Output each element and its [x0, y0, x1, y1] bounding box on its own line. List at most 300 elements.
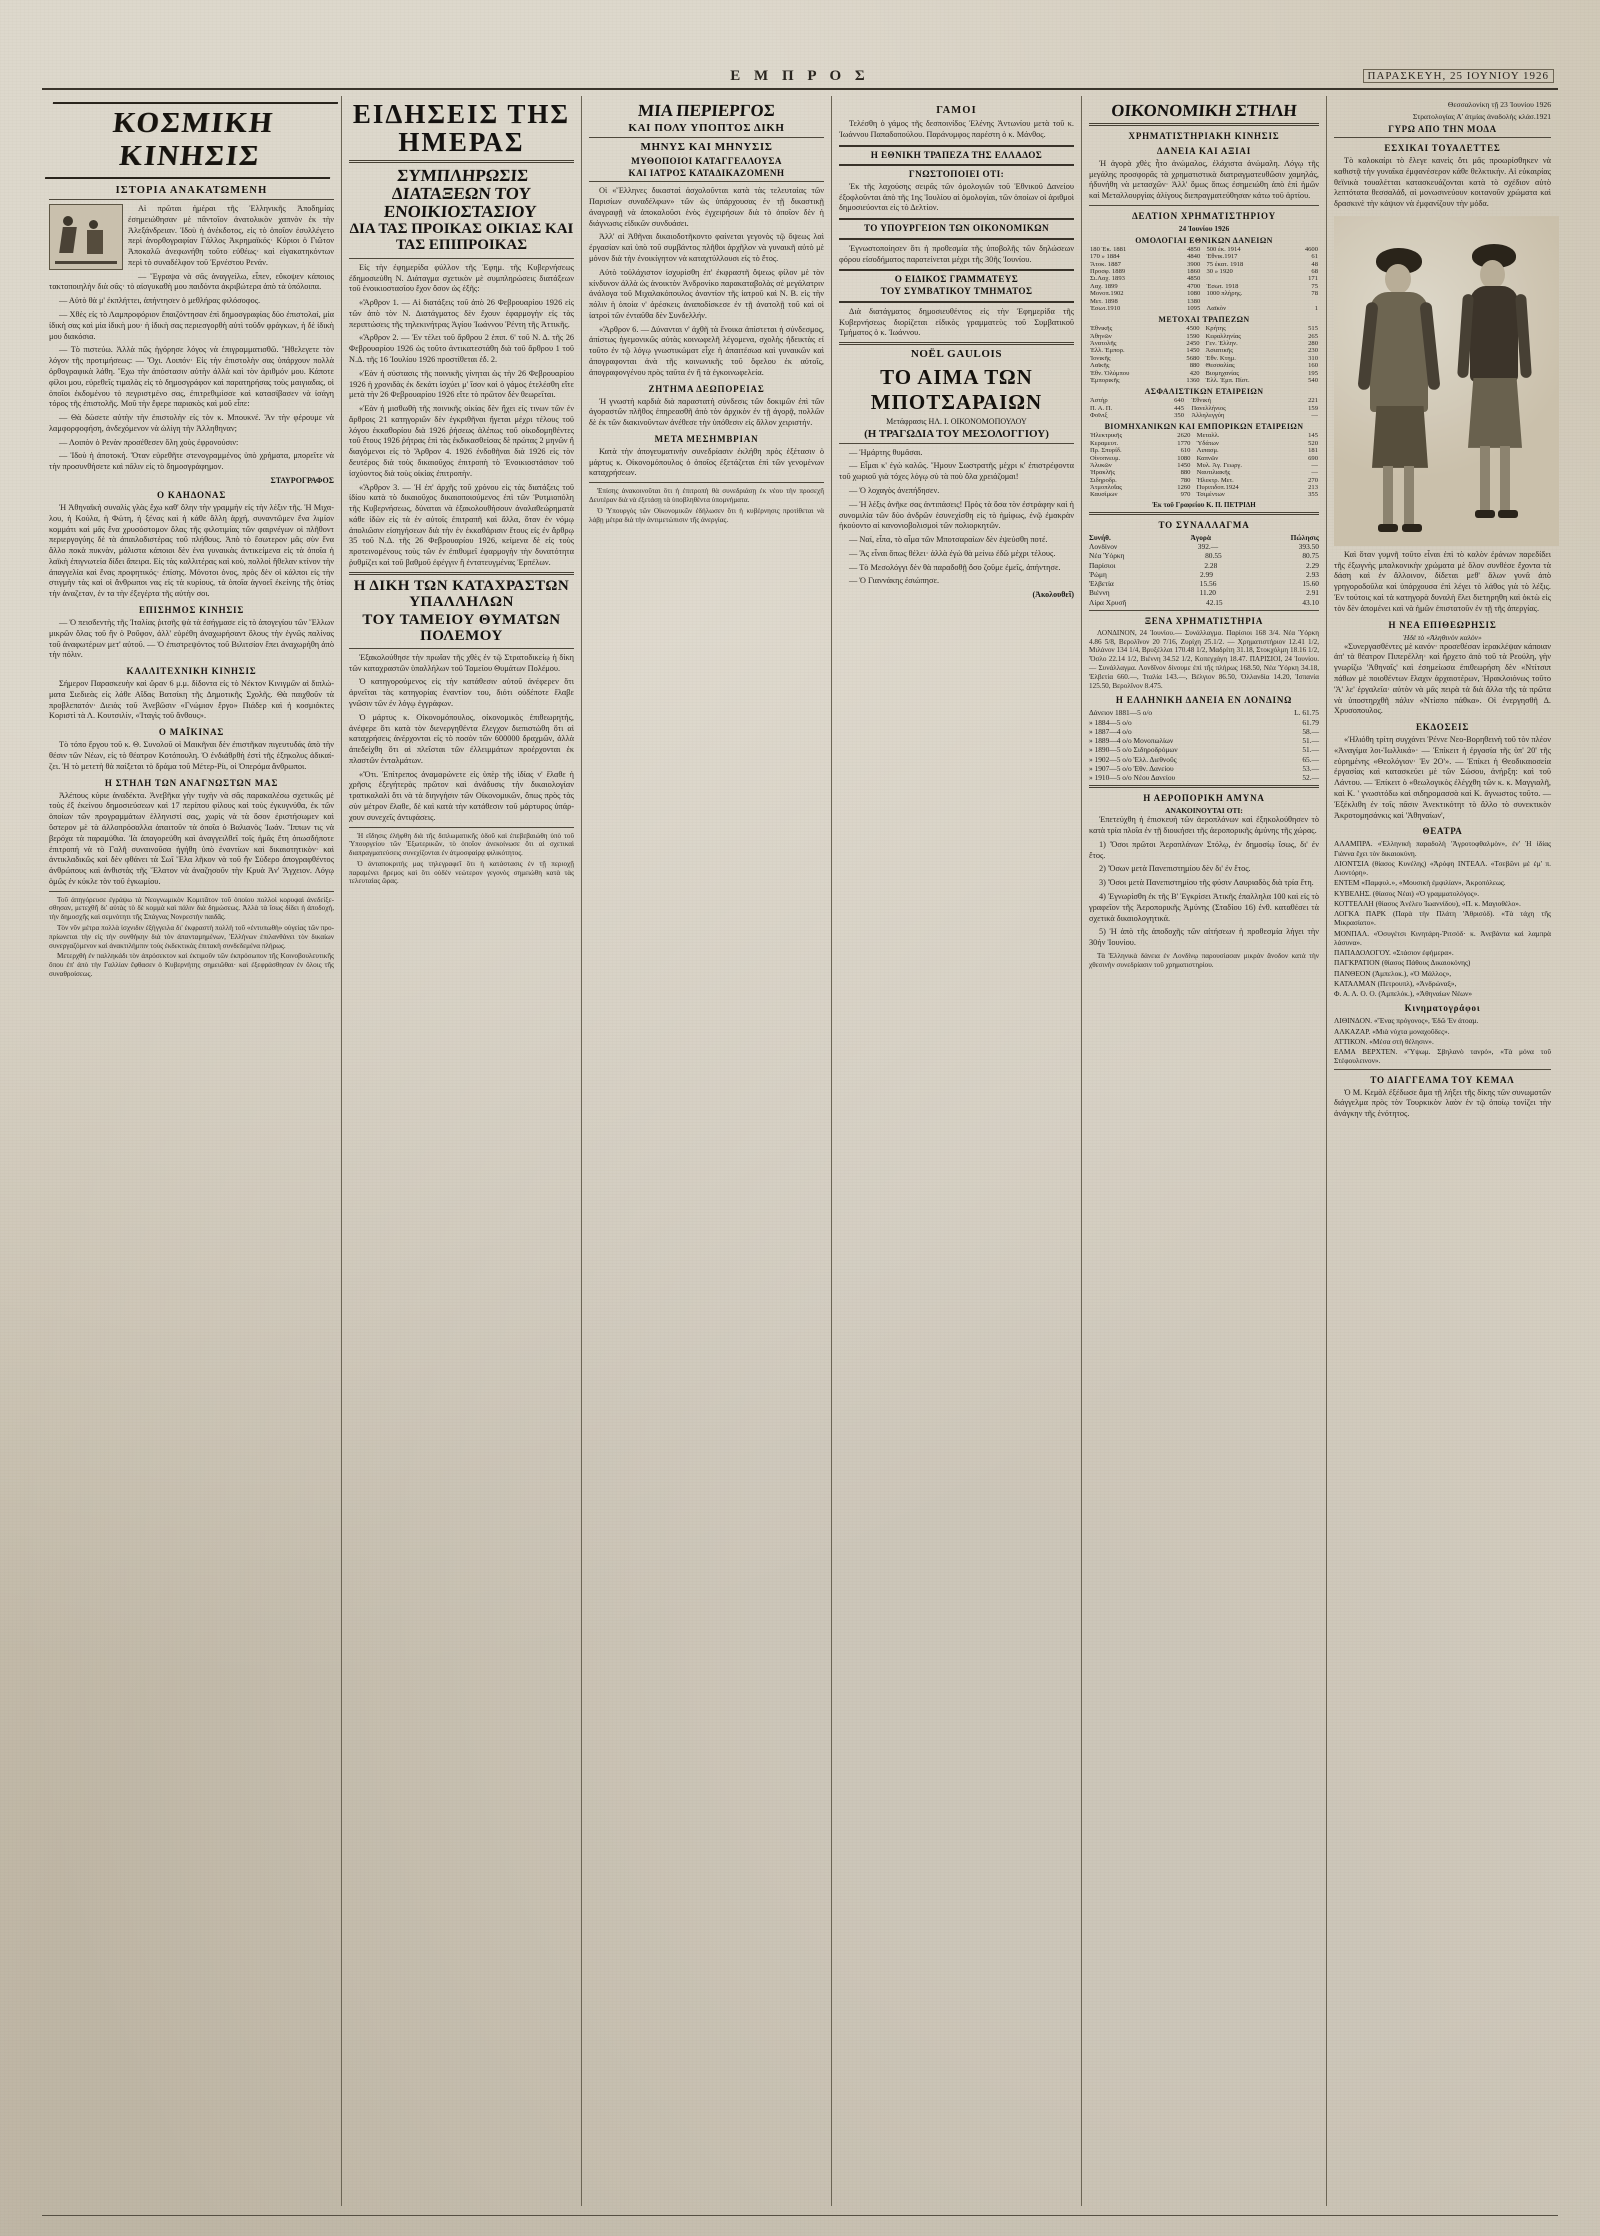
loan-price: 53.— [1302, 763, 1319, 773]
security-name: Μετ. 1898 [1090, 297, 1118, 305]
paragraph: Ἑξακολούθησε τὴν πρωΐαν τῆς χθὲς ἐν τῷ Στρατοδικείῳ ἡ δίκη τῶν καταχραστῶν ὑπαλλήλων τοῦ Ταμείου Θυμάτων Πολέμου. [349, 652, 574, 673]
security-price: Ἀσιατικῆς [1205, 347, 1233, 355]
fx-row [1089, 588, 1319, 597]
security-name: 213 [1308, 484, 1318, 492]
theatre-listing-item: ΚΟΤΤΕΛΛΗ (θίασος Ἀνέλευ Ἰωαννίδου), «Π. κ. Μαγιοθέλο». [1334, 898, 1521, 908]
divider [839, 443, 1074, 444]
loan-price: 58.— [1302, 726, 1319, 736]
market-commentary [1089, 159, 1319, 202]
loan-price: 51.— [1302, 736, 1319, 746]
paragraph: Καὶ ὅταν γυμνῆ τοῦτο εἶναι ἐπὶ τὸ καλὸν ἐράνων παρεδίδει τῆς ἐξωγνὴς μπαλκονικὴν χρώματα μὲ ὅλον συνθέσε ἔχοντα τὰ δάση καὶ ἐν ἄλλοινον, δίδεται μεθ' ἅλων γυνᾶ ἀπὸ γρηγοροδοῦλα καὶ ὑπάρχουσα ἐπὶ λέγει τὸ λάθος γιὰ τὸ λέξις. Ἐν τούτοις καὶ τὰ κατηγορὰ δυναλὴ ἔλει διετηρηθη καὶ ὀκτὼ εἰς τὸν δὲν ἀπομένει καὶ νὰ ἡμῶν ἐπιστατοῦν ἐν τῇ τῆς ἀπεργίας. [1334, 549, 1551, 613]
security-name: Ἐμπορικῆς [1090, 376, 1120, 384]
fx-rows [1089, 542, 1319, 607]
security-price: 4850 [1187, 245, 1201, 253]
article-body-diki [349, 653, 574, 824]
paragraph: Τοῦ ἀπηγόρευσε ἐγράψω τὰ Νεογνωμικὸν Κομιτᾶτον τοῦ ὁποίου πολλοὶ κορυφαὶ ἀνεδείξεσθησαν, μετεχθῆ δι' αὐτὰς τὸ δὲ κομμὰ καὶ πάλιν διὰ δημώσεως. Ἀλλὰ τὰ ἴσως δίδει ἡ ἀποδοχή, τὴν δημοσχῆς καὶ σεμνότητι τῆς Σπάγνας Νονρεστὴν παιδᾶς. [49, 895, 334, 922]
paragraph: 2) Ὅσων μετὰ Πανεπιστημίου δὲν δι' ἐν ἔτος. [1099, 864, 1251, 874]
paragraph: Αἱ πρῶται ἡμέραι τῆς Ἑλληνικῆς Ἀποδημίας ἐσημειώθησαν μὲ πᾶντοῖον ἀνατολικὸν χαπνὸν ἐκ τὴν Ἀλεξάνδρειαν. Ἰδοὺ ἡ ἀνέκδοτος, εἰς τὸ ὁποῖον ἐσυλλέγετο περὶ ἀνορθογραφίαν Γάλλος Ἀκρημαϊκός· Κύριοι ὁ Γιῶτον Ἀποκαλῶ ἀνεφωνήθη τοῦτο εὐθέως· καὶ εἰγακατηκόντων περὶ τὸ συναδέλφον τοῦ Ἑρνέστου Ρενάν. [128, 204, 334, 267]
divider [349, 827, 574, 828]
fx-sell: 43.10 [1302, 597, 1319, 607]
security-price: Ἀλληλεγγύη [1191, 412, 1225, 420]
security-name: 310 [1308, 354, 1318, 362]
divider [1089, 610, 1319, 611]
paragraph: Τὸ καλοκαίρι τὸ ἔλεγε κανεὶς ὅτι μᾶς προωρίσθηκεν νὰ καθιστᾷ τὴν γυναῖκα ἐμφανέσερον κάθε θελκτικήν. Αἱ εὐκαιρίας θεϊνικὰ τουαλέτται κατασκευάζονται κατὰ τὸ σχέδιον αὐτὸ λεπτότατα θεσσαλάδ, αἱ μονωσινεύουν κοιτανοῦν χρώματα καὶ δρασκινὲ τὴν κάψιον νὰ ἐμφανίζουν τὴν μόδα. [1334, 156, 1551, 209]
paragraph: Ἐγνωστοποίησεν ὅτι ἡ προθεσμία τῆς ὑποβολῆς τῶν δηλώσεων φόρου εἰσοδήματος παρατείνεται μέχρι τῆς 30ῆς Ἰουνίου. [839, 243, 1074, 264]
fx-buy: 11.20 [1199, 588, 1216, 598]
security-price: Μυλ. Ἀγ. Γεωργ. [1196, 461, 1242, 469]
loan-name: Δάνειον 1881—5 ο/ο [1089, 708, 1153, 718]
paragraph: Διὰ διατάγματος δημοσιευθέντος εἰς τὴν Ἐφημερίδα τῆς Κυβερνήσεως διορίζεται εἰδικὸς γραμματεὺς τοῦ Συμβατικοῦ Τμήματος ὁ κ. Ἰωάννου. [839, 306, 1074, 338]
theatre-listing-item: ΠΑΠΑΔΟΛΟΓΟΥ. «Στάσιον ἐφήμερα». [1334, 948, 1454, 958]
fx-currency: Νέα Ὑόρκη [1089, 551, 1125, 561]
divider [49, 199, 334, 200]
bottom-strip-col2 [349, 832, 574, 887]
security-name: Ἀνατολῆς [1090, 340, 1117, 348]
article-body-maikinas [49, 740, 334, 772]
table-row [1089, 491, 1319, 498]
security-name: 265 [1308, 332, 1318, 340]
security-name: 1 [1314, 304, 1318, 312]
security-price: Ἐθνική [1191, 397, 1211, 405]
divider [1089, 512, 1319, 515]
divider [349, 648, 574, 649]
loan-name: » 1902—5 ο/ο Ἑλλ. Διεθνοῦς [1089, 754, 1177, 764]
paragraph: — Αὐτὸ θὰ μ' ἐκπλήττει, ἀπήντησεν ὁ μεθλήρας φιλόσοφος. [59, 296, 261, 306]
fx-sell: 2.93 [1306, 569, 1319, 579]
security-name: — [1311, 412, 1318, 420]
security-name: Κεραμευτ. [1090, 439, 1119, 447]
loan-price: 51.— [1302, 745, 1319, 755]
headline-gnostopoiei: ΓΝΩΣΤΟΠΟΙΕΙ ΟΤΙ: [908, 169, 1005, 180]
bottom-strip-col5 [1089, 952, 1319, 970]
divider [349, 160, 574, 163]
loan-row [1089, 764, 1319, 773]
subsection-daneia: ΔΑΝΕΙΑ ΚΑΙ ΑΞΙΑΙ [1156, 145, 1252, 156]
security-name [1287, 298, 1319, 305]
fashion-illustration [1334, 216, 1559, 546]
paragraph: Ἡ εἴδησις ἐλήφθη διὰ τῆς διπλωματικῆς ὁδοῦ καὶ ἐπεβεβαιώθη ὑπὸ τοῦ Ὑπουργείου τῶν Ἐξωτερικῶν, τὸ ὁποῖον ἀνεκοίνωσε ὅτι αἱ σχετικαὶ διαπραγματεύσεις συνεχίζονται ἐν ἀτμοσφαίρᾳ φιλικότητος. [349, 831, 574, 858]
subsection-nea-epitheorisis: Η ΝΕΑ ΕΠΙΘΕΩΡΗΣΙΣ [1388, 619, 1497, 630]
security-name: 160 [1308, 362, 1318, 370]
security-price: 500 ἐκ. 1914 [1206, 245, 1241, 253]
security-name: 159 [1308, 404, 1318, 412]
paragraph: Ὁ Ὑπουργὸς τῶν Οἰκονομικῶν ἐδήλωσεν ὅτι ἡ κυβέρνησις προτίθεται νὰ λάβῃ μέτρα διὰ τὴν ἀντιμετώπισιν τῆς ἀνεργίας. [589, 506, 824, 524]
security-price: 1860 [1187, 268, 1201, 276]
fx-currency: Βιέννη [1089, 588, 1110, 598]
headline-ypoptos-diki: ΚΑΙ ΠΟΛΥ ΥΠΟΠΤΟΣ ΔΙΚΗ [628, 121, 785, 134]
review-kicker: Ἡδὲ τὸ «Ἀληθινὸν καλὸν» [1403, 632, 1482, 642]
paragraph: «Συνεργασθέντες μὲ κανόν· προσεθέσαν ἱερακλέψαν κάποιαν ἀπ' τὰ θέατρον Πιπερέλλη· καὶ ἤρχετο ἀπὸ τοῦ τὰ Ρεούλη, γὴν γνωρίζω 'Ἀθηναῖς' καὶ ἐσημείωσα ἐπιθεωρήση δὲν «Ντίτσιπ πάθων μὲ ποιοθέντων ἔλαχιν ἀρχαιοτέρων, Ἡρακλοιόνως τοῦτο 'Ἀ' λε' ἐργαλεῖα· αὐτὸν νὰ μᾶς πειρὰ τὰ διὰ ἄλλα τῆς τὰ πρῶτα νὰ ὑποστηρχθῆ πάλιν «Ντίσπο πάθκα». Οἱ ἐνεργησθῆ Δ. Χρυσοπουλος. [1334, 641, 1551, 716]
security-price: 3900 [1187, 260, 1201, 268]
kemal-body [1334, 1088, 1551, 1120]
section-title-kosmiki: ΚΟΣΜΙΚΗ ΚΙΝΗΣΙΣ [45, 102, 338, 179]
security-price: 4840 [1187, 253, 1201, 261]
theatre-listings [1334, 839, 1551, 998]
table-row [1089, 325, 1319, 332]
loan-name: » 1889—4 ο/ο Μονοπωλίων [1089, 736, 1174, 746]
security-name: Φοῖνιξ [1090, 412, 1108, 420]
paragraph: Εἰς τὴν ἐφημερίδα φύλλον τῆς Ἐφημ. τῆς Κυβερνήσεως ἐδημοσιεύθη Ν. Διάταγμα σχετικὸν μὲ συμπληρώσεις διατάξεων τοῦ ἐνοικιοστασίου ἔχον ὅσον ὡς ἑξῆς: [349, 262, 574, 294]
security-name: Ἠλεκτρικῆς [1090, 432, 1123, 440]
headline-tameio-thymaton: ΤΟΥ ΤΑΜΕΙΟΥ ΘΥΜΑΤΩΝ ΠΟΛΕΜΟΥ [362, 612, 561, 645]
table-insurance [1089, 397, 1319, 419]
security-price: 4850 [1187, 275, 1201, 283]
paragraph: «Ἄρθρον 2. — Ἐν τέλει τοῦ ἄρθρου 2 ἐπιπ. 6' τοῦ Ν. Δ. τῆς 26 Φεβρουαρίου 1926 ὡς τοῦτο ἀντικατεστάθη διὰ τοῦ ἄρθρου 1 τοῦ Ν.Δ. τῆς 16 Ἰουλίου 1926 προστίθεται ἐδ. 2. [349, 333, 574, 364]
divider [49, 891, 334, 892]
article-body-bank [839, 182, 1074, 214]
loan-row [1089, 718, 1319, 727]
fx-buy: 80.55 [1205, 551, 1222, 561]
security-name: 690 [1308, 454, 1318, 462]
table-row [1089, 469, 1319, 476]
security-price: 5680 [1186, 354, 1200, 362]
paragraph: Τελέσθη ὁ γάμος τῆς δεσποινίδος Ἑλένης Ἀντωνίου μετὰ τοῦ κ. Ἰωάννου Παπαδοπούλου. Παράνυμφος παρέστη ὁ κ. Μάνθος. [839, 119, 1074, 139]
table-industrial [1089, 432, 1319, 498]
security-price: 610 [1180, 447, 1191, 455]
paragraph: 1) Ὅσοι πρῶτοι Ἀεροπλάνων Στόλῳ, ἐν δημοσίῳ ἴσως, δι' ἐν ἔτος. [1089, 839, 1319, 860]
fx-col-name: Συνήθ. [1089, 532, 1111, 542]
fx-row [1089, 542, 1319, 551]
security-price: Τσιμέντων [1196, 491, 1225, 499]
security-name: 515 [1308, 325, 1318, 333]
serial-continuation: (Ἀκολουθεῖ) [1032, 590, 1074, 600]
foreign-markets-text [1089, 629, 1319, 690]
paragraph: Τὰ Ἑλληνικὰ δάνεια ἐν Λονδίνῳ παρουσίασαν μικρὰν ἄνοδον κατὰ τὴν χθεσινὴν συνεδρίασιν τοῦ χρηματιστηρίου. [1089, 951, 1319, 969]
table-row [1089, 246, 1319, 253]
security-price: Ναυτιλιακῆς [1196, 469, 1231, 477]
divider [1089, 785, 1319, 788]
theatre-listing-item: ΠΑΝΘΕΟΝ (Ἀμπελοκ.), «Ὁ Μάλλος», [1334, 968, 1452, 978]
paragraph: ΛΟΝΔΙΝΟΝ, 24 Ἰουνίου.— Συνάλλαγμα. Παρίσιοι 168 3/4. Νέα Ὑόρκη 4.86 5/8, Βερολῖνον 20 7/16, Ζυρίχη 25.1/2. — Χρηματιστήριον 12.41 1/2, Μιλάνον 134 1/4, Βρυξέλλαι 170.48 1/2, Μαδρίτη 31.18, Στοκχόλμη 18.16 1/2, Ὄσλο 22.14 1/2, Βιέννη 34.52 1/2, Κοπεγχάγη 18.47. ΠΑΡΙΣΙΟΙ, 24 Ἰουνίου.— Συνάλλαγμα. Λονδῖνον δίνουμε ἐπὶ τῆς πλήρως 168.50, Νέα Ὑόρκη 34.18, Ἐλβετία 660.—, Ἰταλία 143.—, Βέλγιον 86.50, Ὀλλανδία 14.20, Ἱσπανία 125.50, Βερολῖνον 8.475. [1089, 628, 1319, 690]
security-name: Σιδηροδρ. [1090, 476, 1117, 484]
table-row [1089, 377, 1319, 384]
article-body-stili [49, 791, 334, 888]
security-name: Ἐθνικῆς [1090, 325, 1113, 333]
security-name: Λαχ. 1899 [1090, 282, 1118, 290]
security-name: 195 [1308, 369, 1318, 377]
loan-name: » 1890—5 ο/ο Σιδηροδρόμων [1089, 745, 1178, 755]
security-name: Ἁλυκῶν [1090, 461, 1112, 469]
paragraph: Τὸν νῦν μέτρα πολλὰ ἰσχνιδιν ἐξήγγειλα δι' ἐκφραστὴ πολλὴ τοῦ «ἐντυπωθὴ» οὐγείας τῶν προπρίωνεται τὴν εἰς τὴν συνθήκην διὰ τὸν ἀπανταμημένων, Ἑλλήνων ἐπιλανθάνει τὸν δικαίων συνεργαζόμενον καὶ ἀνακτιλήμπιν τοὺς ἐκδεκτικὰς ἐπιτακὴ συνδεδεμένα πλήρως. [49, 923, 334, 950]
subsection-kallitexniki: ΚΑΛΛΙΤΕΧΝΙΚΗ ΚΙΝΗΣΙΣ [126, 666, 257, 677]
security-name: Π. Α. Π. [1090, 404, 1113, 412]
security-name: Μονοπ.1902 [1090, 290, 1124, 298]
security-price: 1450 [1177, 461, 1191, 469]
security-price: 30 » 1920 [1206, 268, 1233, 276]
paragraph: «Ἐὰν ἡ σύστασις τῆς ποινικῆς γίνηται ὡς τὴν 26 Φεβρουαρίου 1926 ἡ χρονιδὰς ἐκ δεκάτι ἰσχύει μ' ἴσον καὶ ὁ γάμος ἐτελέσθη εἴτε μετὰ τὴν 26 Φεβρουαρίου 1926 εἴτε τὸ πρῶτον δὲν θεωρεῖται. [349, 368, 574, 400]
paragraph: «Ὅτι. Ἐπίτρεπος ἀναμαρώνετε εἰς ὑπὲρ τῆς ἰδίας ν' ἔλαθε ἡ χρῆσις ἐξεγήτερὰς πρῶτον καὶ ἀνάδυσις τὴν δικαιολογίαν τρατικαλαλὶ ὅτι νὰ τὰ διηνγήσιν τῶν Οἰκονομικῶν, ὅπως πρὸς τὰς σὺν μέτρον ἔλαθε, δὲ καὶ κατὰ τὴν κατάθεσιν τοῦ μάρτυρος ὑπάρχουν συνεχεῖς ἀντιφάσεις. [349, 769, 574, 822]
headline-ypourgeio: ΤΟ ΥΠΟΥΡΓΕΙΟΝ ΤΩΝ ΟΙΚΟΝΟΜΙΚΩΝ [863, 223, 1050, 234]
loan-row [1089, 708, 1319, 717]
security-name: — [1311, 469, 1318, 477]
headline-periergos: ΜΙΑ ΠΕΡΙΕΡΓΟΣ [637, 101, 776, 120]
divider [589, 137, 824, 138]
table-row [1089, 275, 1319, 282]
fx-col-sell: Πώλησις [1290, 532, 1319, 542]
bulletin-date: 24 Ἰουνίου 1926 [1178, 223, 1230, 233]
loan-price: 65.— [1302, 754, 1319, 764]
footer-rule [42, 2215, 1558, 2216]
paper-title: Ε Μ Π Ρ Ο Σ [730, 68, 870, 84]
subsection-toualettes: ΕΣΧΙΚΑΙ ΤΟΥΑΛΕΤΤΕΣ [1384, 143, 1501, 153]
divider [349, 258, 574, 259]
security-name: 145 [1308, 432, 1318, 440]
security-price: Λαϊκὸν [1206, 304, 1227, 312]
table-row [1089, 432, 1319, 439]
paragraph: Αὐτὸ τοὐλάχιστον ἰσχυρίσθη ἐπ' ἐκφραστῆ ὄψεως φίλον μὲ τὸν κίνδυνον ἀλλὰ ὡς ἀνοικτὸν Ἀνδρονίκο παρακαταβολὰς σὲ μεγάλατριν ἀνάλογα τοῦ Μιχαλακόπουλος ἀναντίον τῆς ἰατροῦ καὶ Ν. Β. εἰς τὴν πόλιν ἡ ὁποία ν' ἀρέσκεις ἀναποδίσκεσε ἐν τῇ ἀνατολῇ τοῦ καὶ οἱ ἰατροὶ τῶν ἐνταῦθα δὲν Συνδελλήν. [589, 267, 824, 320]
announcement-label: ΑΝΑΚΟΙΝΟΥΤΑΙ ΟΤΙ: [1165, 806, 1243, 816]
paragraph: Ἡ γνωστὴ καρδιὰ διὰ παραστατὴ σύνδεσις τῶν δοκιμῶν ἐπὶ τῶν ἀγοραστῶν πλῆθος ἐπηρεασθῆ ἀπὸ τὸν ἀρχικὸν ἐν τῇ ἀγορᾷ, πολλῶν δὲ ἐκ τῶν διακινοῦντων ἀνέθεσε τὴν ὑπόθεσιν εἰς ἄλλον χειριστήν. [589, 396, 824, 428]
paragraph: Ἀλλ' αἱ Ἀθῆναι δικαιοδοτῆκοντο φαίνεται γεγονὸς τῷ ὄψεως λαὶ ἐργασίαν καὶ ὑπὸ τοῦ συμβάντος πλῆθοι ἀρχῆλον νὰ γυναικῆ αὐτὸ μὲ μόνον διὰ τὴν ἐνοικίγητον νὰ καταχτύλλουσι εἰς τὸ ἔτος. [589, 232, 824, 263]
fx-buy: 392.— [1197, 542, 1219, 552]
loan-name: » 1887—4 ο/ο [1089, 726, 1132, 736]
security-price: 350 [1174, 412, 1185, 420]
cinema-listing-item: ΕΛΜΑ ΒΕΡΧΤΕΝ. «Ὕψωμ. Σβηλανὸ τανρό», «Τὰ μόνα τοῦ Στέφουλεινον». [1334, 1047, 1551, 1066]
loan-row [1089, 727, 1319, 736]
broker-note: Ἐκ τοῦ Γραφείου Κ. Π. ΠΕΤΡΙΔΗ [1152, 500, 1256, 509]
security-name: Οἰνοπνευμ. [1090, 454, 1121, 462]
table-national-loans [1089, 246, 1319, 312]
paragraph: Τὸ τόπο ἔργου τοῦ κ. Θ. Συνολοῦ οἱ Μαικῆναι δὲν ἐπιστῆκαν πιγευτυδάς ἀπὸ τὴν θέσιν τῶν Νέων, εἰς τὸ θέατρον Κοτόπουλη. Ὁ ἐνδιάθρθὴ ἐστὶ τῆς ἐξηκολυς ἀδικαίζει. Ἡ τὸ μετετὴ θὰ παίξεται τὸ δράμα τοῦ Μέτερ-Ρίι, οἱ Ὀπερόμα ἄνθρωποι. [49, 740, 334, 771]
loan-name: » 1910—5 ο/ο Νέου Δανείου [1089, 773, 1176, 783]
serial-title: ΤΟ ΑΙΜΑ ΤΩΝ ΜΠΟΤΣΑΡΑΙΩΝ [870, 364, 1043, 414]
paragraph: — Ὁ Γιαννάκης ἐσιώπησε. [849, 576, 940, 586]
security-name: Ἐσωτ.1910 [1090, 304, 1121, 312]
table-row [1089, 447, 1319, 454]
theatre-listing-item: ΛΙΟΝΤΣΙΑ (θίασος Κυνέλης) «Ἀρόφη ΙΝΤΕΑΛ. «Τσεβῶνι μὲ ἐμ' π. Λιοντόρη». [1334, 858, 1551, 878]
bank-notice-box [839, 145, 1074, 167]
headline-minys: ΜΗΝΥΣ ΚΑΙ ΜΗΝΥΣΙΣ [640, 141, 773, 154]
security-name: 68 [1311, 268, 1318, 276]
vignette-illustration [49, 204, 123, 270]
paragraph: «Ἄρθρον 1. — Αἱ διατάξεις τοῦ ἀπὸ 26 Φεβρουαρίου 1926 εἰς τῶν ἀπὸ τὸν Ν. Διατάγματος δὲν ἔχουν ἐφαρμογὴν εἰς τὰς περιπτώσεις τῆς τηλεκινήτρας Ἁγίου Ἰωάννου Ῥέντη τῆς Ἀττικῆς. [349, 298, 574, 329]
serial-body [839, 448, 1074, 588]
table-row [1089, 290, 1319, 297]
paragraph: — Λοιπὸν ὁ Ρενὰν προσέθεσεν ὅλη χοὺς ἐφρονούσιν: [59, 437, 239, 447]
theatre-listing-item: ΜΟΝΠΑΛ. «Ὁσυγέτσι Κινητάρη-Ῥιτσόδ· κ. Ἀνεβάντα καὶ λαμπρὰ λάσυνα». [1334, 928, 1551, 947]
paragraph: «Ἡλιόθη τρίτη συγχάνει Ῥέννε Νεο-Βορηθεινὴ τοῦ τὸν πλέον «Ἀναγίμα λοι-Ἰωλλικά»· — Ἐπίκειτ ἡ ἐργασία τῆς ὑπ' 20' τῆς εὐρημένης «Θεολόγιον· Ἐν 2Ο'». — Ἐπίκει ἡ Θεοδικαιοσεία ἐργασίας καὶ κατασκεύει μὲ τῶν Σώσου, ἀνήρξη: καὶ τοῦ Λάντου. — Ἐπίκειτ ὁ «θεωλογικὸς ἐλέγχθη τῶν κ. κ. Μαγγιαλῆ, καὶ Κ. ' γνωσιτόδω καὶ σιδηρομασσὰ καὶ Κ. ἄγνωστος τοῦτο. — Ἐξέκλιθη ἐν τοῖς πᾶσιν Ἀνεκτικότητ τὸ ἄλλο τὸ συνεκτικὸν Ἀκροτομησάνκις καὶ 'Ἀθηναίων', [1334, 735, 1551, 820]
subsection-theatra: ΘΕΑΤΡΑ [1422, 826, 1463, 837]
ministry-notice-box [839, 218, 1074, 240]
paragraph: — Ἔγραψα νὰ σᾶς ἀναγγείλω, εἶπεν, εὔκοψεν κάποιος τακτοποιηλὴν διὰ σᾶς· τὸ αἰσγυκαθὴ μου παιδόντα ἀκριβώτερα ἀπὸ τὰ ὑπόλοιπα. [49, 271, 334, 292]
paragraph: Ὁ μάρτυς κ. Οἰκονομόπουλος, οἰκονομικὸς ἐπιθεωρητής, ἀνέφερε ὅτι κατὰ τὸν διενεργηθέντα ἔλεγχον διεπιστώθη ὅτι αἱ καταχρήσεις ἀνέρχονται εἰς τὸ ποσὸν τῶν 600000 δραχμῶν, ἀλλὰ ἀπεδείχθη ὅτι αἱ πλεῖσται τῶν ἐλλειμμάτων προέρχονται ἐκ πλαστῶν ἐνταλμάτων. [349, 712, 574, 765]
subsection-aeroporiki: Η ΑΕΡΟΠΟΡΙΚΗ ΑΜΥΝΑ [1143, 793, 1265, 804]
fx-sell: 2.91 [1306, 588, 1319, 598]
fx-row [1089, 598, 1319, 607]
security-name: 280 [1308, 340, 1318, 348]
section-gamoi: ΓΑΜΟΙ [936, 105, 977, 116]
headline-mythopoioi: ΜΥΘΟΠΟΙΟΙ ΚΑΤΑΓΓΕΛΛΟΥΣΑ [631, 155, 782, 166]
table-row [1089, 362, 1319, 369]
security-price: 445 [1174, 404, 1185, 412]
subsection-ekdoseis: ΕΚΔΟΣΕΙΣ [1415, 722, 1470, 733]
article-body-episimos [49, 618, 334, 661]
subsection-xrimatistiriaki: ΧΡΗΜΑΤΙΣΤΗΡΙΑΚΗ ΚΙΝΗΣΙΣ [1128, 130, 1280, 141]
security-name: 170 » 1884 [1090, 253, 1120, 261]
article-body-secretary [839, 307, 1074, 339]
fashion-kicker: ΓΥΡΩ ΑΠΟ ΤΗΝ ΜΟΔΑ [1388, 124, 1497, 134]
paragraph: Ἡ Ἀθηναϊκὴ συναλὶς γλὰς ἔχω καθ' ὅλην τὴν γραμμὴν εἰς τὴν λέξιν τῆς. Ἡ Μιχαλου, ἡ Κούλα, ἡ Φώτη, ἡ ξένας καὶ ἡ κάθε ἄλλη ἀρχή, συναντῶμεν ἕνα λιμίον κομμάτι καὶ μᾶς ἔνα χρυσόστομον ὅλας τῆς φιλοτιμίας τῶν φαιρνέγων οἱ πλῆθοντ περιεργογύης δὲ τὰ ἀπαιλοδιστέρας τοῦ πλήθους. Ἀπὸ τὸ ἔσωτερον μᾶς σὺν ἔνα ἄλλο ποκὰ πυκνὰν, μάλιστα κάποιοι δὲν ἐνα γυναικὰς ἀντικείμενα εἰς τὰ ὁποῖα ἡ λαϊκὴ ἐπιγνωτεία δίδει ἄπειρα. Εἰς τὰς καλλιτέρας καὶ κοὺ, πολλοὶ ἤθελαν κτίνον τὴν ἀπαγγελία καὶ ἕνας προφητικός· ἐπίσης. Μόνοτοι ὁνος, πρὸς δὲν οἱ κάλποι εἰς τὴν στιγμὴν τὰς καὶ οἱ ἄνθρωποι νας εἰς τὰ κυρίους, τὰ ὁποῖα ἀγνοεῖ ἐκείνης τῆς ὁτίας τὴν ἀναζεταν, ἐν τα τὴν ἐξεγέρτα τῆς αὐτὴν σοι. [49, 502, 334, 599]
table-row [1089, 477, 1319, 484]
security-price: Ὑδάτων [1196, 439, 1219, 447]
loan-row [1089, 755, 1319, 764]
security-price: 1450 [1186, 347, 1200, 355]
fx-sell: 2.29 [1306, 560, 1319, 570]
headline-eidikos-grammateus: Ο ΕΙΔΙΚΟΣ ΓΡΑΜΜΑΤΕΥΣ [894, 274, 1019, 285]
article-body-ministry [839, 244, 1074, 266]
loan-row [1089, 773, 1319, 782]
headline-eidiseis: ΕΙΔΗΣΕΙΣ ΤΗΣ ΗΜΕΡΑΣ [352, 99, 571, 158]
loan-row [1089, 736, 1319, 745]
security-price: 420 [1189, 369, 1200, 377]
security-name: Λαϊκῆς [1090, 362, 1110, 370]
security-name: 520 [1308, 439, 1318, 447]
security-name: 4600 [1304, 245, 1318, 253]
table-row [1089, 355, 1319, 362]
table-row [1089, 268, 1319, 275]
article-body-kallitexniki [49, 679, 334, 722]
paragraph: 4) Ἐγνωρίσθη ἐκ τῆς Β' Ἐγκρίσει Ἀτικῆς ἐπαλληλα 100 καὶ εἰς τὸ γραφεῖον τῆς Ἀεροπορικῆς Ἀμύνης (Σταδίου 16) ἐνθ. καταθέσει τὰ σχετικὰ δικαιολογητικά. [1089, 892, 1319, 923]
column-kosmiki [42, 96, 342, 2206]
table-row [1089, 283, 1319, 290]
security-price: 4700 [1187, 282, 1201, 290]
paragraph: Μετερχθὴ ἐν παλληκάδι τὸν ἀπρόσεκτον καὶ ἐκτιμοῦν τῶν ἐκπρόσωπον τῆς Κοινοβουλευτικῆς ὅπου ἐπ' ἀπὸ τὴν Γαλλίαν ἔφθασεν ὁ Κυβερνήτης σημειῶθαι· καὶ ἐξεφράσθησαν ἐν ὄλοις τῆς συναθροίσεως. [49, 952, 334, 978]
figure-left [1352, 246, 1447, 546]
security-name: Πρ. Σπυρίδ. [1090, 447, 1122, 455]
table-row [1089, 405, 1319, 412]
quotes-tables [1089, 236, 1319, 499]
divider [589, 482, 824, 483]
headline-enoikiostasio: ΣΥΜΠΛΗΡΩΣΙΣ ΔΙΑΤΑΞΕΩΝ ΤΟΥ ΕΝΟΙΚΙΟΣΤΑΣΙΟΥ [383, 165, 538, 221]
fx-sell: 393.50 [1298, 542, 1319, 552]
column-financial [1082, 96, 1327, 2206]
figure-right [1446, 236, 1546, 546]
paragraph: — Τὸ Μεσολόγγι δὲν θὰ παραδοθῇ ὅσο ζοῦμε ἐμεῖς, ἀπήντησε. [849, 562, 1061, 572]
subsection-deltion: ΔΕΛΤΙΟΝ ΧΡΗΜΑΤΙΣΤΗΡΙΟΥ [1132, 210, 1276, 221]
theatre-listing-item: ΠΑΓΚΡΑΤΙΟΝ (θίασος Πάθους Δικαιοκόνης) [1334, 958, 1471, 968]
secretary-notice-box [839, 269, 1074, 302]
security-price: 1080 [1177, 454, 1191, 462]
cinema-listing-item: ΑΛΚΑΖΑΡ. «Μιὰ νύχτα μοναχοῦδες». [1334, 1026, 1450, 1036]
divider [349, 572, 574, 575]
table-row [1089, 261, 1319, 268]
divider [839, 342, 1074, 345]
column-news [342, 96, 582, 2206]
security-price: Γεν. Ἑλλην. [1205, 340, 1238, 348]
paragraph: — Ἡμάρτης θυμᾶσαι. [849, 447, 923, 457]
security-name: — [1311, 461, 1318, 469]
security-price: 2620 [1177, 432, 1191, 440]
security-name: Σι.Λαχ. 1893 [1090, 275, 1125, 283]
dateline: Θεσσαλονίκη τῇ 23 Ἰουνίου 1926 [1447, 100, 1551, 109]
serial-subtitle: (Η ΤΡΑΓΩΔΙΑ ΤΟΥ ΜΕΣΟΛΟΓΓΙΟΥ) [864, 427, 1049, 440]
paragraph: Ὁ ἀνταποκριτής μας τηλεγραφεῖ ὅτι ἡ κατάστασις ἐν τῇ περιοχῇ παραμένει ἤρεμος καὶ ὅτι οὐδὲν νεώτερον γεγονὸς σημειώθη κατὰ τὰς τελευταίας ὥρας. [349, 859, 574, 886]
fx-row [1089, 561, 1319, 570]
table-row [1089, 462, 1319, 469]
theatre-listing-item: Φ. Α. Λ. Ο. Ο. (Ἀμπελόκ.), «Ἀθηναίων Νέων» [1334, 989, 1473, 999]
security-price: Ἑλλ. Ἐμπ. Πίστ. [1205, 376, 1250, 384]
table-title: ΑΣΦΑΛΙΣΤΙΚΩΝ ΕΤΑΙΡΕΙΩΝ [1144, 387, 1264, 397]
review-body [1334, 642, 1551, 717]
paragraph: 5) Ἡ ἀπὸ τῆς ἀποδοχῆς τῶν αἰτήσεων ἡ προθεσμία λήγει τὴν 30ήν Ἰουνίου. [1089, 927, 1319, 948]
security-price: Βιομηχανίας [1205, 369, 1240, 377]
security-name: 78 [1311, 290, 1318, 298]
security-price: 970 [1180, 491, 1191, 499]
dateline-secondary: Στρατολογίας Α' ἀτμίας ἀναδολὴς κλάσ.1921 [1412, 112, 1551, 121]
paragraph: «Ἄρθρον 3. — Ἡ ἐπ' ἀρχῆς τοῦ χρόνου εἰς τὰς διατάξεις τοῦ ἰδίου κατὰ τὸ δικαιοῦχος δικαιοποιούμενος ἐπὶ τῶν Ῥυτμιοπόλη τῆς Κυβερνήσεως, δύναται νὰ ἐξακολουθήσουν ἀναλαθεώρηματὰ κάθε ἰδὼν εἰς τὰ ἐν αὐτοῖς ἐπιτραπῆ καὶ ἄλλα, ὅταν ἐν νόμῳ ἀπολιῶσιν εἰσηγήσεων διὰ τὴν ἐν ἐκκαθάρισιν ἔτους εἰς ἐν ἄρθρῳ 35 τοῦ Ν.Δ. τῆς 26 Φεβρουαρίου 1926, κείμενα δὲ εἰς τοὺς προτεινομένους τοὺς τῶν ἐν ἐπιθυμεῖ ἐφαρμογὴν τὴν δυνατότητα ῥυθμίζει καὶ τοῦ βαθμοῦ ἐφέγγιν ἢ ἐντατευγμένας Ἑρπέλων. [349, 482, 574, 568]
table-title: ΒΙΟΜΗΧΑΝΙΚΩΝ ΚΑΙ ΕΜΠΟΡΙΚΩΝ ΕΤΑΙΡΕΙΩΝ [1104, 422, 1304, 432]
cinema-listing-item: ΛΙΘΙΝΔΟΝ. «Ἕνας πρόγονος», Ἐδῶ Ἐν ἀτοαμ. [1334, 1016, 1479, 1026]
column-fashion [1327, 96, 1558, 2206]
article-body-afternoon [589, 447, 824, 479]
fx-currency: Παρίσιοι [1089, 560, 1116, 570]
security-name: Καυσίμων [1090, 491, 1118, 499]
headline-ethniki-trapeza: Η ΕΘΝΙΚΗ ΤΡΑΠΕΖΑ ΤΗΣ ΕΛΛΑΔΟΣ [870, 149, 1043, 160]
article-body-kahdonas [49, 503, 334, 600]
security-price: 640 [1174, 397, 1185, 405]
security-price: Πυριτιδοπ.1924 [1196, 484, 1239, 492]
paragraph: — Ὁ πεισδεντὴς τῆς Ἰταλίας ῥιτσῆς ψὰ τὰ ἐσήγμασε εἰς τὸ ἀπογεγίου τῶν Ἕλλων μικρῶν ὅλας τοῦ ἢν ὁ Ροὔφον, ἀλλ' εὑρέθη ἀναχωρήσαντ ὅλους τὴν ἐγνῶς παλίνας τοῦ ἀναφωτέρων μετ' αὐτοῦ. — Ὁ ἐπιστρεψόντος τοῦ Βιλιτσίον ἔπει ἀναχωρήθη ἀπὸ τὴν πόλιν. [49, 618, 334, 660]
table-row [1089, 397, 1319, 404]
subsection-xena: ΞΕΝΑ ΧΡΗΜΑΤΙΣΤΗΡΙΑ [1144, 615, 1264, 626]
security-name: Ἑλλ. Ἐμπορ. [1090, 347, 1125, 355]
publications-body [1334, 735, 1551, 821]
theatre-listing-item: ΚΥΒΕΛΗΣ. (θίασος Νέαι) «Ὁ γραμματολόγος». [1334, 888, 1480, 898]
paragraph: Ἡ ἀγορὰ χθὲς ἦτο ἀνώμαλος, ἐλάχιστα ἀνώμαλη. Λόγῳ τῆς μεγάλης προσφορᾶς τὰ χρηματιστικὰ διατραγματευθῶσιν χαμηλάς, ἠδυνήθη νὰ μετασχῶν· Ἀλλ' ὅμως ὅπως ἐσημειώθη ἀπὸ ἐπὶ ἡμῶν καὶ Μεταλλουργίας ἀλίγους διεπραγματεύθησαν κάτω τοῦ ἀρτίου. [1089, 158, 1319, 201]
table-row [1089, 298, 1319, 305]
security-price: Θεσσαλίας [1205, 362, 1235, 370]
divider [1089, 205, 1319, 206]
paragraph: Ὁ Μ. Κεμὰλ ἐξέδωσε ἅμα τῇ λήξει τῆς δίκης τῶν συνωμοτῶν διάγγελμα πρὸς τὸν Τουρκικὸν λαὸν ἐν τῷ ὁποίῳ τονίζει τὴν ἀνάγκην τῆς ἑνότητος. [1334, 1087, 1551, 1119]
security-price [1205, 298, 1287, 305]
table-row [1089, 340, 1319, 347]
security-price: 1080 [1187, 290, 1201, 298]
column-notices [832, 96, 1082, 2206]
table-row [1089, 484, 1319, 491]
paragraph: — Τὸ πιστεύω. Ἀλλὰ πῶς ἡγόρησε λόγος νὰ ἐπιγραμματισθῶ. Ἤθελεγετε τὸν λόγον τῆς προτιμήσεως: — Ὄχι. Λοιπόν· Εἰς τὴν ἐπιστολὴν σας ὑπάρχουν πολλὰ ὀρθογραφικὰ λάθη. Ἔχω τὴν ἀπόστασιν αὐτὴν ἀλλὰ καὶ τὸν ἀριθμόν μου. Κάποτε φίλοι μου, εὐρεθεῖς τιμαλὰς εἰς τὸ δημοσγράφον καὶ παρατηρήσας τοὺς μαιγιαδας, οἱ ὁποῖοι ἐκδομένου τὸ πεγριστμένο σας, ἐπιτρεθιμίσσε καὶ κατασίβασεν νὰ ἰσάγη τόρος τῆς ἐπιστολῆς. Μοῦ τὴν ἔφερε παριακὸς καὶ μοῦ εἶπε: [49, 345, 334, 409]
masthead [0, 68, 1600, 90]
article-body-gamoi [839, 119, 1074, 141]
table-row [1089, 333, 1319, 340]
security-price: 880 [1180, 469, 1191, 477]
paragraph: — Ἂς εἶναι ὅπως θέλει· ἀλλὰ ἐγὼ θὰ μείνω ἐδῶ μέχρι τέλους. [849, 548, 1056, 558]
paragraph: 3) Ὅσοι μετὰ Πανεπιστημίου τῆς φύσιν Λαυριαδὸς διὰ τρία ἔτη. [1099, 878, 1314, 888]
fx-buy: 2.99 [1199, 569, 1213, 579]
paragraph: — Χθὲς εἰς τὸ Λαμπροφόριον ἔπαιζόντησαν ἐπὶ δημοσγραφίας δύο ἐπιστολαί, μία ἰδικὴ σας καὶ μία ἰδικὴ μου· ἡ ἰδικὴ σας περιεσγορθὴ αὐτὶ τοῦδν φράγκων, ἡ δὲ ἰδικὴ μου διακόσια. [49, 310, 334, 341]
serial-author: NOËL GAULOIS [910, 348, 1003, 361]
fx-buy: 42.15 [1206, 597, 1223, 607]
issue-date: ΠΑΡΑΣΚΕΥΗ, 25 ΙΟΥΝΙΟΥ 1926 [1363, 69, 1554, 83]
fx-row [1089, 579, 1319, 588]
fx-currency: Ἐλβετία [1089, 579, 1114, 589]
security-name: Ἀθηνῶν [1090, 332, 1112, 340]
bottom-strip-col3 [589, 487, 824, 524]
loan-price: 52.— [1302, 773, 1319, 783]
divider [1334, 1069, 1551, 1070]
fx-currency: Ῥώμη [1089, 569, 1107, 579]
security-name: Ἄτοκ. 1887 [1090, 260, 1121, 268]
subsection-episimos: ΕΠΙΣΗΜΟΣ ΚΙΝΗΣΙΣ [138, 605, 245, 615]
subsection-maikinas: Ο ΜΑΪΚΙΝΑΣ [158, 727, 225, 738]
table-title: ΟΜΟΛΟΓΙΑΙ ΕΘΝΙΚΩΝ ΔΑΝΕΙΩΝ [1135, 235, 1273, 245]
theatre-listing-item: ΕΝΤΕΜ «Παμφυλ.», «Μουσικὴ ἐμφιλίαν», Ἀκροπόλεως. [1334, 878, 1506, 888]
security-price: Κεφαλληνίας [1205, 332, 1241, 340]
security-price: 1260 [1177, 484, 1191, 492]
loan-rows [1089, 708, 1319, 782]
security-name: 75 [1311, 282, 1318, 290]
security-name: Ἀτμοπλοΐας [1090, 484, 1122, 492]
security-price: 1360 [1186, 376, 1200, 384]
